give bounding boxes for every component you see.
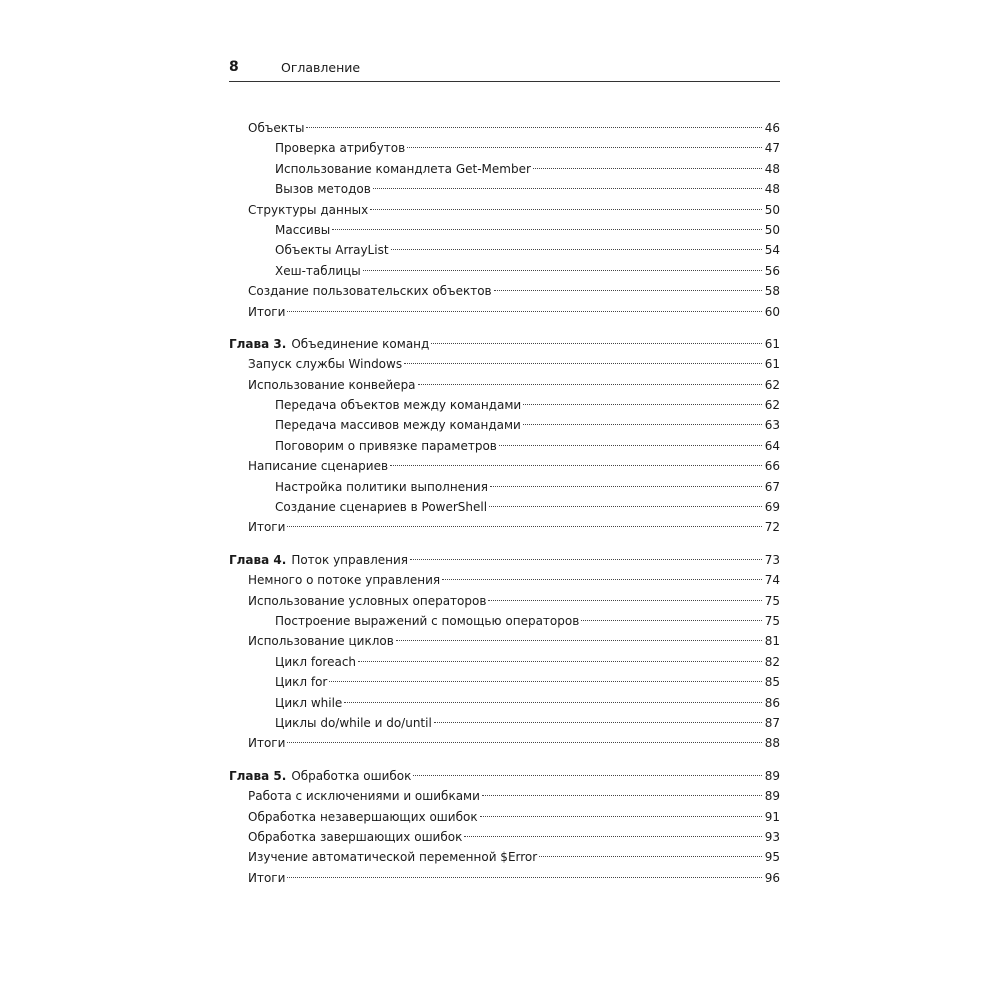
dot-leader (332, 229, 762, 230)
toc-entry-title: Объекты ArrayList (275, 243, 389, 258)
toc-entry-page-number: 75 (764, 593, 780, 608)
dot-leader (539, 856, 762, 857)
dot-leader (287, 742, 762, 743)
toc-entry-page-number: 54 (764, 243, 780, 258)
toc-entry[interactable] (229, 570, 780, 590)
toc-entry-page-number: 50 (764, 222, 780, 237)
dot-leader (407, 147, 762, 148)
toc-entry-title: Запуск службы Windows (248, 357, 403, 372)
toc-entry[interactable] (229, 159, 780, 179)
toc-entry-title: Создание пользовательских объектов (248, 284, 492, 299)
toc-entry-page-number: 48 (764, 182, 780, 197)
toc-chapter-entry[interactable] (229, 334, 780, 354)
toc-entry[interactable] (229, 517, 780, 537)
toc-entry-page-number: 61 (764, 336, 780, 351)
toc-entry-title: Структуры данных (248, 202, 369, 217)
toc-entry[interactable] (229, 847, 780, 867)
dot-leader (396, 640, 762, 641)
toc-entry[interactable] (229, 415, 780, 435)
toc-entry-title: Массивы (275, 222, 331, 237)
toc-entry-page-number: 74 (764, 573, 780, 588)
dot-leader (390, 465, 762, 466)
toc-entry-title: Итоги (248, 520, 286, 535)
toc-entry-page-number: 86 (764, 695, 780, 710)
table-of-contents (229, 118, 780, 888)
dot-leader (489, 506, 762, 507)
toc-entry-page-number: 62 (764, 377, 780, 392)
toc-entry-title: Использование конвейера (248, 377, 416, 392)
running-title: Оглавление (281, 60, 361, 75)
toc-entry-page-number: 89 (764, 768, 780, 783)
dot-leader (488, 600, 762, 601)
toc-entry[interactable] (229, 456, 780, 476)
toc-entry-title: Передача массивов между командами (275, 418, 521, 433)
toc-entry-page-number: 48 (764, 161, 780, 176)
toc-entry[interactable] (229, 261, 780, 281)
toc-entry[interactable] (229, 652, 780, 672)
toc-entry-title: Настройка политики выполнения (275, 479, 488, 494)
dot-leader (431, 343, 762, 344)
toc-entry-title: Написание сценариев (248, 459, 389, 474)
toc-entry[interactable] (229, 672, 780, 692)
toc-entry[interactable] (229, 827, 780, 847)
toc-entry-page-number: 60 (764, 304, 780, 319)
toc-entry-title: Создание сценариев в PowerShell (275, 500, 488, 515)
dot-leader (287, 311, 762, 312)
toc-entry-page-number: 85 (764, 675, 780, 690)
dot-leader (370, 209, 762, 210)
toc-entry-title: Поговорим о привязке параметров (275, 438, 497, 453)
dot-leader (306, 127, 762, 128)
toc-entry-title: Итоги (248, 870, 286, 885)
toc-entry[interactable] (229, 713, 780, 733)
toc-entry[interactable] (229, 497, 780, 517)
toc-entry[interactable] (229, 733, 780, 753)
chapter-label: Глава 4. (229, 552, 287, 567)
toc-entry-title: Поток управления (291, 552, 408, 567)
toc-entry-title: Проверка атрибутов (275, 141, 406, 156)
toc-entry-title: Обработка ошибок (291, 768, 412, 783)
toc-entry[interactable] (229, 611, 780, 631)
toc-entry-page-number: 88 (764, 736, 780, 751)
toc-entry-title: Использование условных операторов (248, 593, 487, 608)
toc-entry-page-number: 91 (764, 809, 780, 824)
dot-leader (480, 816, 762, 817)
toc-entry-title: Работа с исключениями и ошибками (248, 789, 480, 804)
dot-leader (442, 579, 762, 580)
dot-leader (410, 559, 762, 560)
toc-entry-page-number: 73 (764, 552, 780, 567)
toc-entry[interactable] (229, 240, 780, 260)
toc-entry-title: Построение выражений с помощью операторов (275, 613, 580, 628)
toc-entry-title: Цикл while (275, 695, 343, 710)
page-header (229, 59, 780, 82)
toc-entry-page-number: 66 (764, 459, 780, 474)
toc-entry[interactable] (229, 395, 780, 415)
dot-leader (418, 384, 762, 385)
toc-entry-page-number: 58 (764, 284, 780, 299)
dot-leader (358, 661, 762, 662)
toc-entry-title: Объекты (248, 121, 305, 135)
toc-entry[interactable] (229, 281, 780, 301)
toc-entry-page-number: 62 (764, 398, 780, 413)
dot-leader (464, 836, 762, 837)
toc-entry-page-number: 61 (764, 357, 780, 372)
chapter-label: Глава 5. (229, 768, 287, 783)
toc-entry-title: Использование циклов (248, 634, 394, 649)
dot-leader (287, 526, 762, 527)
toc-entry[interactable] (229, 302, 780, 322)
toc-chapter-entry[interactable] (229, 766, 780, 786)
dot-leader (482, 795, 762, 796)
toc-entry-page-number: 67 (764, 479, 780, 494)
chapter-label: Глава 3. (229, 336, 287, 351)
toc-entry-page-number: 75 (764, 613, 780, 628)
toc-entry[interactable] (229, 220, 780, 240)
dot-leader (494, 290, 762, 291)
toc-entry[interactable] (229, 868, 780, 888)
toc-entry[interactable] (229, 786, 780, 806)
toc-entry-title: Циклы do/while и do/until (275, 715, 432, 730)
dot-leader (363, 270, 762, 271)
toc-entry-title: Изучение автоматической переменной $Error (248, 850, 538, 865)
dot-leader (391, 249, 762, 250)
page-number: 8 (229, 59, 239, 75)
dot-leader (413, 775, 762, 776)
toc-entry-page-number: 69 (764, 500, 780, 515)
toc-entry[interactable] (229, 118, 780, 138)
toc-entry-page-number: 87 (764, 715, 780, 730)
toc-entry[interactable] (229, 138, 780, 158)
toc-entry[interactable] (229, 179, 780, 199)
toc-entry[interactable] (229, 436, 780, 456)
toc-entry[interactable] (229, 591, 780, 611)
toc-entry-title: Вызов методов (275, 182, 371, 197)
dot-leader (523, 424, 762, 425)
toc-entry-page-number: 96 (764, 870, 780, 885)
toc-entry-page-number: 82 (764, 654, 780, 669)
dot-leader (287, 877, 762, 878)
toc-entry-page-number: 47 (764, 141, 780, 156)
toc-entry-page-number: 89 (764, 789, 780, 804)
dot-leader (373, 188, 762, 189)
toc-entry-title: Цикл foreach (275, 654, 357, 669)
toc-entry-page-number: 56 (764, 263, 780, 278)
toc-entry-title: Передача объектов между командами (275, 398, 522, 413)
toc-entry-title: Обработка незавершающих ошибок (248, 809, 478, 824)
toc-entry-title: Объединение команд (291, 336, 430, 351)
dot-leader (581, 620, 762, 621)
toc-entry[interactable] (229, 200, 780, 220)
toc-entry-page-number: 63 (764, 418, 780, 433)
toc-entry-title: Немного о потоке управления (248, 573, 441, 588)
toc-entry-title: Хеш-таблицы (275, 263, 361, 278)
toc-entry[interactable] (229, 631, 780, 651)
dot-leader (523, 404, 762, 405)
toc-entry[interactable] (229, 375, 780, 395)
dot-leader (344, 702, 762, 703)
toc-entry-page-number: 64 (764, 438, 780, 453)
toc-entry-title: Итоги (248, 736, 286, 751)
dot-leader (329, 681, 762, 682)
toc-entry-title: Цикл for (275, 675, 328, 690)
toc-entry[interactable] (229, 477, 780, 497)
toc-entry-title: Итоги (248, 304, 286, 319)
toc-entry-page-number: 95 (764, 850, 780, 865)
toc-entry-page-number: 46 (764, 121, 780, 135)
dot-leader (404, 363, 762, 364)
toc-entry[interactable] (229, 693, 780, 713)
dot-leader (533, 168, 762, 169)
toc-entry-title: Обработка завершающих ошибок (248, 829, 463, 844)
toc-entry[interactable] (229, 807, 780, 827)
toc-entry[interactable] (229, 354, 780, 374)
toc-entry-page-number: 93 (764, 829, 780, 844)
toc-chapter-entry[interactable] (229, 550, 780, 570)
dot-leader (490, 486, 762, 487)
dot-leader (499, 445, 762, 446)
toc-entry-title: Использование командлета Get-Member (275, 161, 531, 176)
toc-entry-page-number: 81 (764, 634, 780, 649)
toc-entry-page-number: 72 (764, 520, 780, 535)
dot-leader (434, 722, 762, 723)
toc-entry-page-number: 50 (764, 202, 780, 217)
